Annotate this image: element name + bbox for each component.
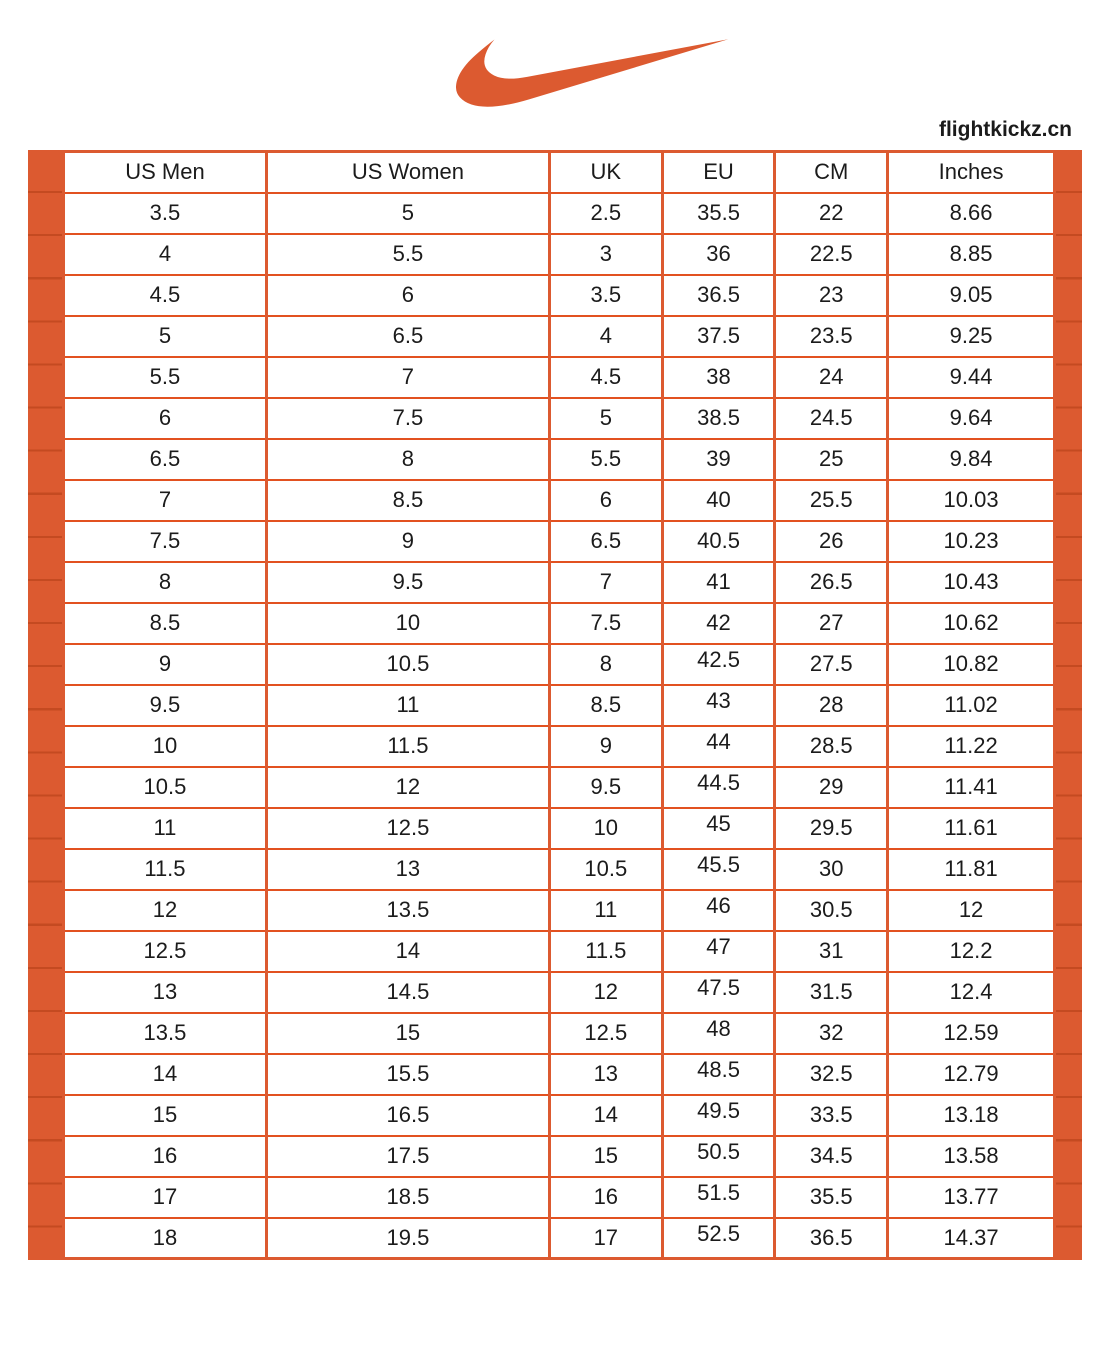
size-cell: 36.5 xyxy=(662,275,775,316)
column-header-cm: CM xyxy=(775,152,888,193)
size-cell: 28.5 xyxy=(775,726,888,767)
size-cell: 26 xyxy=(775,521,888,562)
size-cell: 12.5 xyxy=(64,931,267,972)
size-cell: 48.5 xyxy=(662,1054,775,1095)
size-cell: 8.5 xyxy=(64,603,267,644)
size-cell: 6 xyxy=(549,480,662,521)
size-cell: 8 xyxy=(266,439,549,480)
size-cell: 34.5 xyxy=(775,1136,888,1177)
logo-area xyxy=(0,28,1100,118)
size-cell: 12.79 xyxy=(888,1054,1055,1095)
size-cell: 11 xyxy=(266,685,549,726)
table-row xyxy=(64,972,1055,1013)
table-row xyxy=(64,1136,1055,1177)
size-cell: 17 xyxy=(64,1177,267,1218)
size-cell: 10.03 xyxy=(888,480,1055,521)
size-cell: 12.2 xyxy=(888,931,1055,972)
size-cell: 11.41 xyxy=(888,767,1055,808)
size-cell: 52.5 xyxy=(662,1218,775,1259)
size-cell: 32.5 xyxy=(775,1054,888,1095)
size-cell: 7.5 xyxy=(549,603,662,644)
table-row xyxy=(64,603,1055,644)
column-header-uk: UK xyxy=(549,152,662,193)
size-cell: 29.5 xyxy=(775,808,888,849)
size-cell: 7 xyxy=(549,562,662,603)
size-cell: 9.64 xyxy=(888,398,1055,439)
size-cell: 39 xyxy=(662,439,775,480)
size-cell: 26.5 xyxy=(775,562,888,603)
size-cell: 43 xyxy=(662,685,775,726)
size-cell: 12 xyxy=(266,767,549,808)
size-cell: 11.22 xyxy=(888,726,1055,767)
size-cell: 11.5 xyxy=(266,726,549,767)
size-cell: 13.18 xyxy=(888,1095,1055,1136)
table-row xyxy=(64,849,1055,890)
size-cell: 11.5 xyxy=(64,849,267,890)
size-cell: 7 xyxy=(266,357,549,398)
size-cell: 41 xyxy=(662,562,775,603)
size-cell: 10 xyxy=(549,808,662,849)
size-cell: 18 xyxy=(64,1218,267,1259)
size-cell: 19.5 xyxy=(266,1218,549,1259)
right-orange-strip xyxy=(1056,150,1082,1260)
size-cell: 13.77 xyxy=(888,1177,1055,1218)
size-cell: 11.61 xyxy=(888,808,1055,849)
size-cell: 15 xyxy=(64,1095,267,1136)
size-cell: 23.5 xyxy=(775,316,888,357)
size-cell: 30 xyxy=(775,849,888,890)
size-cell: 24.5 xyxy=(775,398,888,439)
size-cell: 37.5 xyxy=(662,316,775,357)
size-cell: 4 xyxy=(549,316,662,357)
size-cell: 8.5 xyxy=(266,480,549,521)
size-cell: 8 xyxy=(549,644,662,685)
size-cell: 36 xyxy=(662,234,775,275)
size-cell: 50.5 xyxy=(662,1136,775,1177)
nike-swoosh-icon xyxy=(456,28,730,118)
size-cell: 10.23 xyxy=(888,521,1055,562)
column-header-inches: Inches xyxy=(888,152,1055,193)
size-cell: 25.5 xyxy=(775,480,888,521)
size-cell: 24 xyxy=(775,357,888,398)
size-cell: 6 xyxy=(266,275,549,316)
size-cell: 25 xyxy=(775,439,888,480)
size-cell: 9.44 xyxy=(888,357,1055,398)
size-cell: 47.5 xyxy=(662,972,775,1013)
column-header-eu: EU xyxy=(662,152,775,193)
table-row xyxy=(64,398,1055,439)
size-cell: 12.4 xyxy=(888,972,1055,1013)
size-cell: 8.66 xyxy=(888,193,1055,234)
table-row xyxy=(64,1095,1055,1136)
size-cell: 13 xyxy=(64,972,267,1013)
table-row xyxy=(64,685,1055,726)
left-orange-strip xyxy=(28,150,62,1260)
size-cell: 14 xyxy=(549,1095,662,1136)
table-row xyxy=(64,521,1055,562)
size-cell: 9.5 xyxy=(64,685,267,726)
size-cell: 10.82 xyxy=(888,644,1055,685)
size-cell: 11 xyxy=(64,808,267,849)
table-row xyxy=(64,275,1055,316)
table-row xyxy=(64,316,1055,357)
size-cell: 5.5 xyxy=(266,234,549,275)
size-cell: 12 xyxy=(549,972,662,1013)
table-row xyxy=(64,439,1055,480)
size-cell: 11.81 xyxy=(888,849,1055,890)
size-cell: 16 xyxy=(549,1177,662,1218)
size-cell: 33.5 xyxy=(775,1095,888,1136)
size-cell: 14 xyxy=(64,1054,267,1095)
size-cell: 12.59 xyxy=(888,1013,1055,1054)
size-cell: 2.5 xyxy=(549,193,662,234)
size-cell: 10 xyxy=(64,726,267,767)
size-cell: 38.5 xyxy=(662,398,775,439)
column-header-us-men: US Men xyxy=(64,152,267,193)
size-table-body xyxy=(64,193,1055,1259)
size-cell: 48 xyxy=(662,1013,775,1054)
size-cell: 29 xyxy=(775,767,888,808)
size-cell: 14 xyxy=(266,931,549,972)
size-cell: 40 xyxy=(662,480,775,521)
table-row xyxy=(64,193,1055,234)
size-cell: 22 xyxy=(775,193,888,234)
table-row xyxy=(64,726,1055,767)
table-row xyxy=(64,480,1055,521)
table-row xyxy=(64,1218,1055,1259)
size-cell: 28 xyxy=(775,685,888,726)
size-cell: 44 xyxy=(662,726,775,767)
size-cell: 6.5 xyxy=(266,316,549,357)
size-cell: 16.5 xyxy=(266,1095,549,1136)
size-cell: 10.62 xyxy=(888,603,1055,644)
size-cell: 12.5 xyxy=(549,1013,662,1054)
size-cell: 9.5 xyxy=(549,767,662,808)
size-cell: 4 xyxy=(64,234,267,275)
size-chart xyxy=(28,150,1082,1260)
size-cell: 27.5 xyxy=(775,644,888,685)
table-row xyxy=(64,644,1055,685)
column-header-us-women: US Women xyxy=(266,152,549,193)
size-cell: 6.5 xyxy=(64,439,267,480)
size-cell: 13 xyxy=(266,849,549,890)
size-cell: 36.5 xyxy=(775,1218,888,1259)
table-row xyxy=(64,767,1055,808)
table-row xyxy=(64,1177,1055,1218)
table-row xyxy=(64,562,1055,603)
size-cell: 8 xyxy=(64,562,267,603)
size-cell: 4.5 xyxy=(549,357,662,398)
size-cell: 9.84 xyxy=(888,439,1055,480)
size-cell: 5 xyxy=(266,193,549,234)
size-cell: 10.5 xyxy=(64,767,267,808)
size-cell: 14.37 xyxy=(888,1218,1055,1259)
size-cell: 11.02 xyxy=(888,685,1055,726)
size-cell: 9 xyxy=(549,726,662,767)
size-cell: 15 xyxy=(266,1013,549,1054)
size-cell: 9 xyxy=(266,521,549,562)
size-cell: 5 xyxy=(549,398,662,439)
size-cell: 9 xyxy=(64,644,267,685)
size-cell: 7 xyxy=(64,480,267,521)
size-cell: 8.5 xyxy=(549,685,662,726)
header-row xyxy=(64,152,1055,193)
size-cell: 13 xyxy=(549,1054,662,1095)
size-cell: 30.5 xyxy=(775,890,888,931)
size-cell: 16 xyxy=(64,1136,267,1177)
size-cell: 31 xyxy=(775,931,888,972)
table-row xyxy=(64,931,1055,972)
size-cell: 11.5 xyxy=(549,931,662,972)
size-cell: 7.5 xyxy=(266,398,549,439)
size-cell: 4.5 xyxy=(64,275,267,316)
size-cell: 10.5 xyxy=(266,644,549,685)
watermark-text: flightkickz.cn xyxy=(938,118,1072,141)
size-cell: 42.5 xyxy=(662,644,775,685)
size-cell: 13.5 xyxy=(266,890,549,931)
table-row xyxy=(64,890,1055,931)
table-row xyxy=(64,1054,1055,1095)
size-cell: 9.25 xyxy=(888,316,1055,357)
size-cell: 6.5 xyxy=(549,521,662,562)
size-cell: 31.5 xyxy=(775,972,888,1013)
size-cell: 40.5 xyxy=(662,521,775,562)
size-cell: 32 xyxy=(775,1013,888,1054)
size-cell: 35.5 xyxy=(662,193,775,234)
size-table xyxy=(62,150,1056,1260)
size-cell: 15 xyxy=(549,1136,662,1177)
size-cell: 44.5 xyxy=(662,767,775,808)
size-cell: 14.5 xyxy=(266,972,549,1013)
size-cell: 10 xyxy=(266,603,549,644)
size-cell: 15.5 xyxy=(266,1054,549,1095)
table-row xyxy=(64,234,1055,275)
size-cell: 12.5 xyxy=(266,808,549,849)
table-row xyxy=(64,357,1055,398)
size-cell: 3 xyxy=(549,234,662,275)
size-cell: 45 xyxy=(662,808,775,849)
size-cell: 45.5 xyxy=(662,849,775,890)
size-cell: 18.5 xyxy=(266,1177,549,1218)
size-cell: 22.5 xyxy=(775,234,888,275)
size-cell: 17 xyxy=(549,1218,662,1259)
size-cell: 11 xyxy=(549,890,662,931)
size-cell: 12 xyxy=(888,890,1055,931)
size-cell: 8.85 xyxy=(888,234,1055,275)
size-cell: 38 xyxy=(662,357,775,398)
size-table-head xyxy=(64,152,1055,193)
size-cell: 9.5 xyxy=(266,562,549,603)
size-cell: 49.5 xyxy=(662,1095,775,1136)
size-cell: 51.5 xyxy=(662,1177,775,1218)
size-cell: 12 xyxy=(64,890,267,931)
table-row xyxy=(64,1013,1055,1054)
size-cell: 13.5 xyxy=(64,1013,267,1054)
size-cell: 9.05 xyxy=(888,275,1055,316)
size-cell: 3.5 xyxy=(549,275,662,316)
size-cell: 42 xyxy=(662,603,775,644)
size-cell: 46 xyxy=(662,890,775,931)
size-cell: 35.5 xyxy=(775,1177,888,1218)
size-cell: 5.5 xyxy=(549,439,662,480)
size-cell: 5 xyxy=(64,316,267,357)
size-cell: 27 xyxy=(775,603,888,644)
size-cell: 7.5 xyxy=(64,521,267,562)
size-cell: 3.5 xyxy=(64,193,267,234)
size-cell: 10.5 xyxy=(549,849,662,890)
table-row xyxy=(64,808,1055,849)
size-cell: 23 xyxy=(775,275,888,316)
size-cell: 6 xyxy=(64,398,267,439)
size-cell: 13.58 xyxy=(888,1136,1055,1177)
size-cell: 17.5 xyxy=(266,1136,549,1177)
size-cell: 5.5 xyxy=(64,357,267,398)
size-cell: 10.43 xyxy=(888,562,1055,603)
size-cell: 47 xyxy=(662,931,775,972)
